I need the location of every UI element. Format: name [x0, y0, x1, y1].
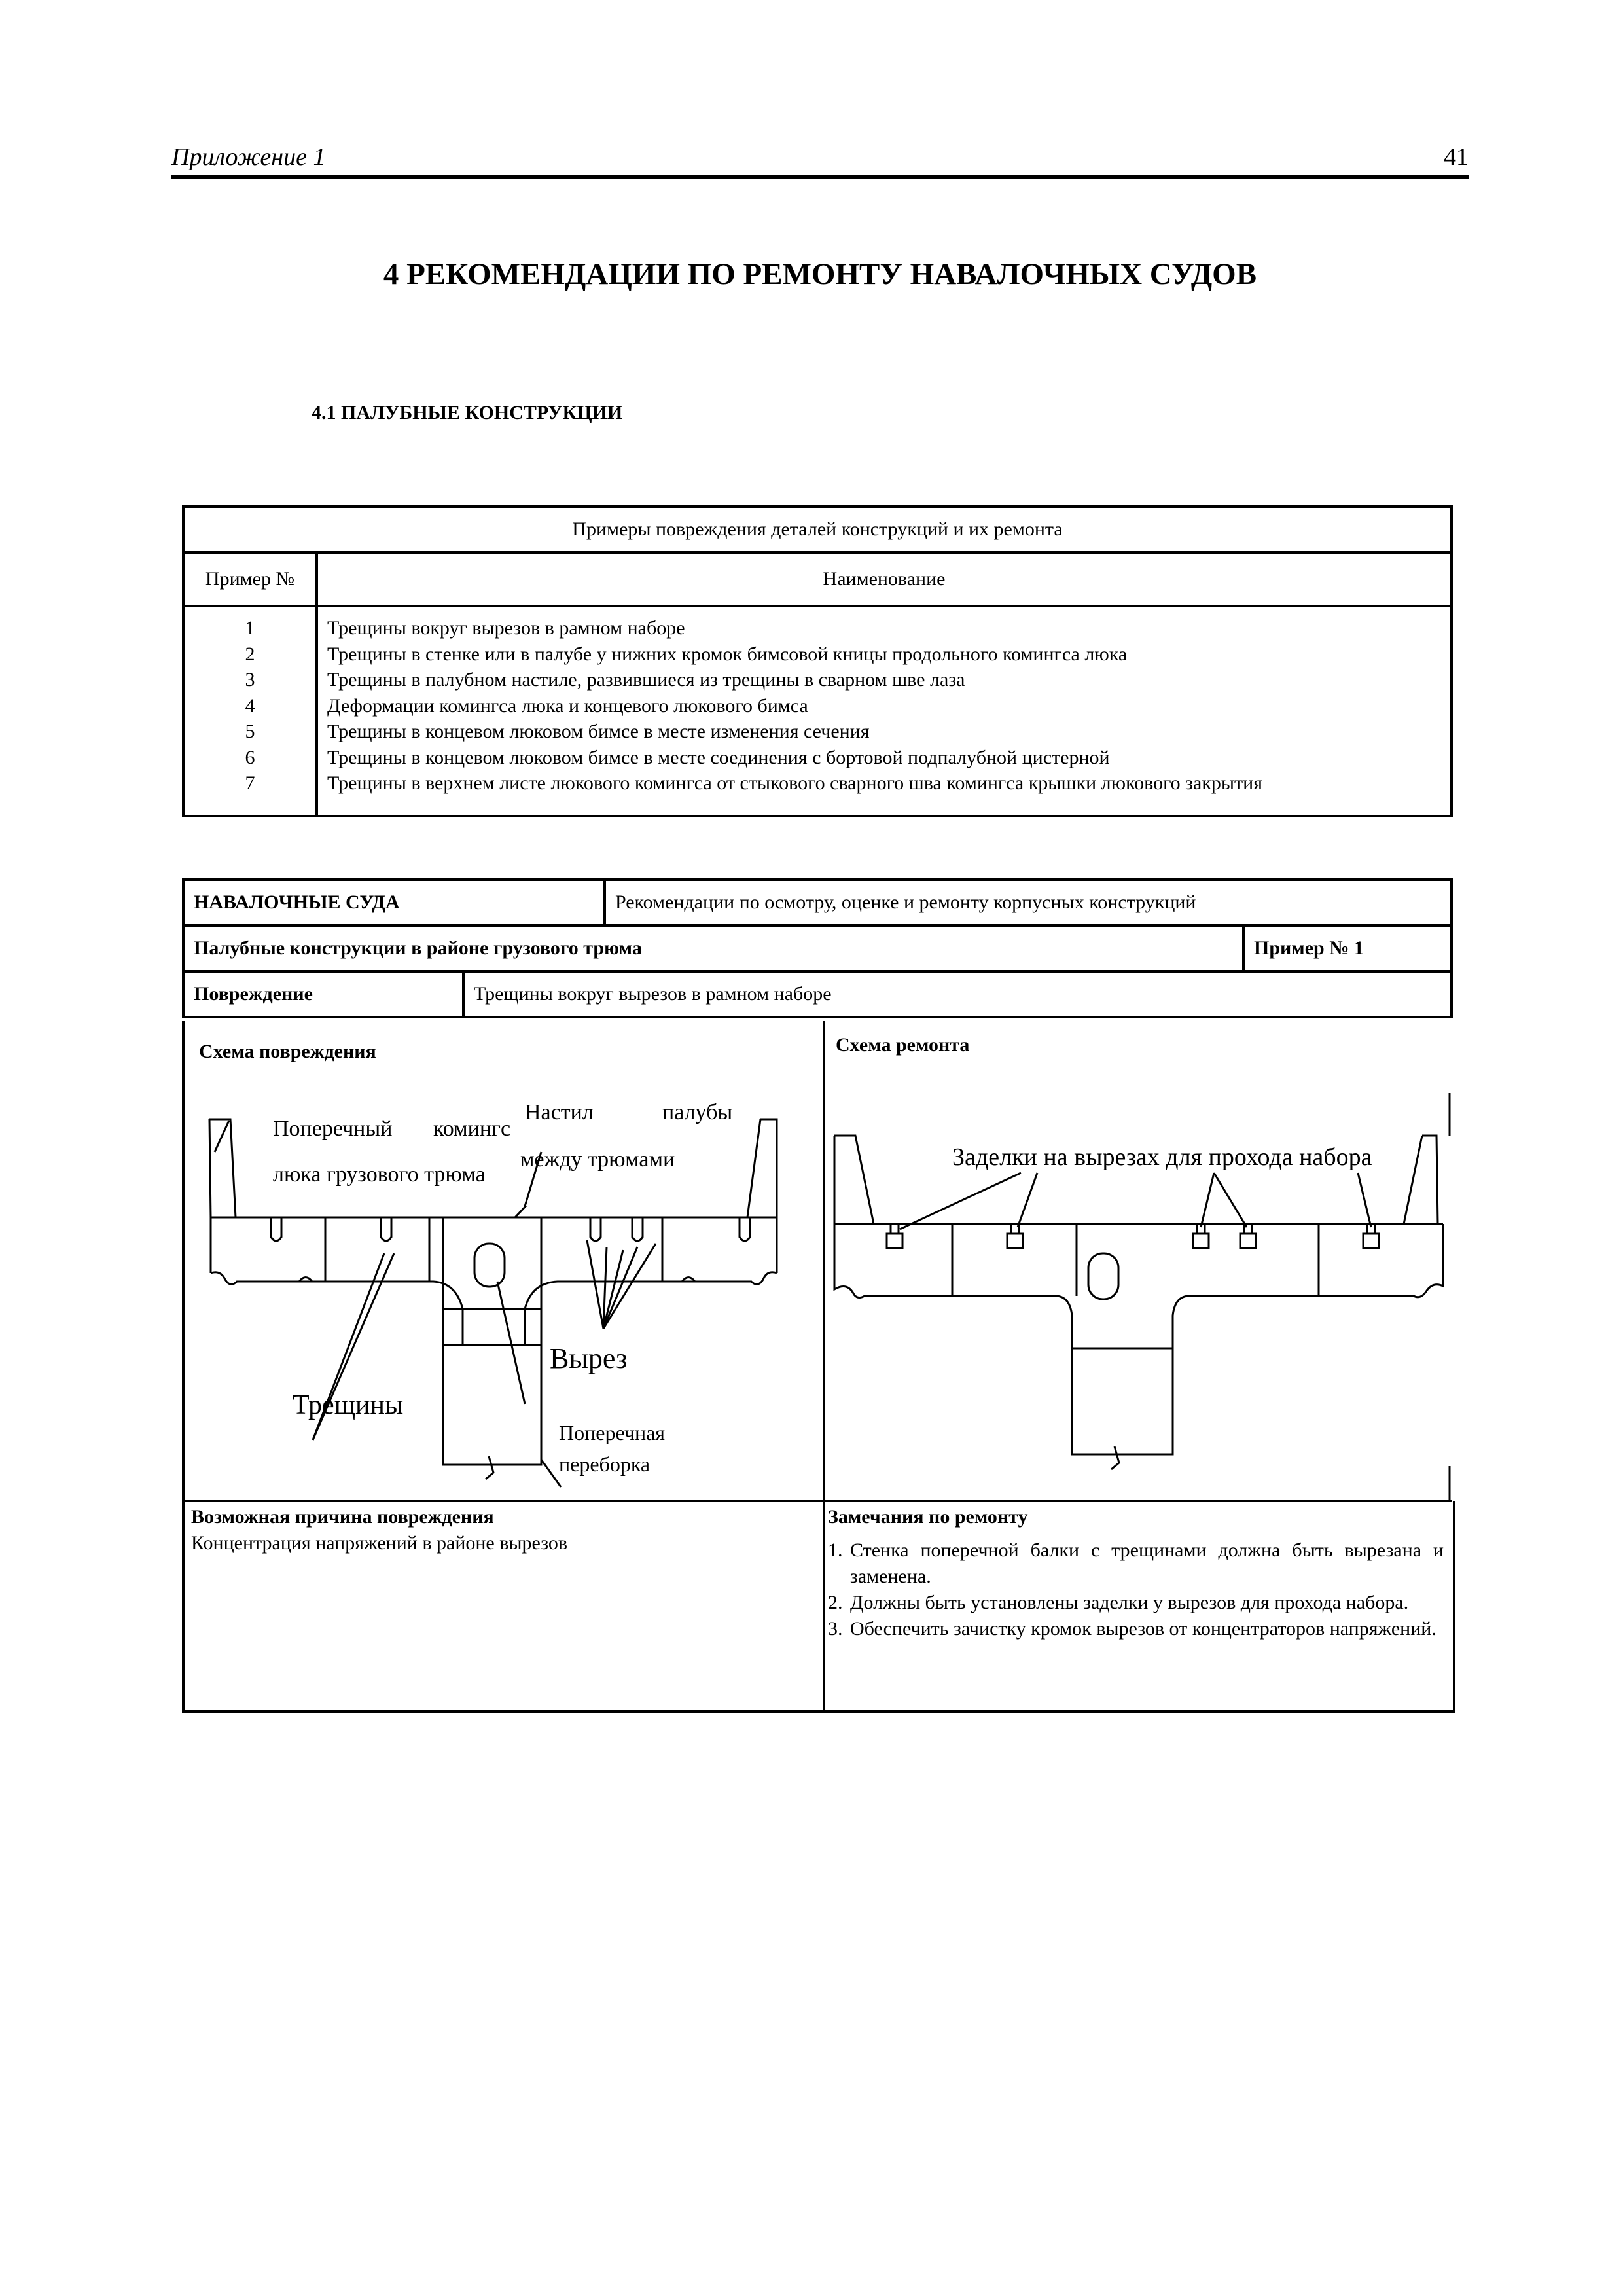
label-coaming-2: комингс: [433, 1117, 511, 1141]
damage-label-cell: Повреждение: [183, 971, 463, 1017]
repair-scheme-drawing: [821, 1021, 1452, 1500]
ship-type-cell: НАВАЛОЧНЫЕ СУДА: [183, 880, 605, 925]
example-number: 6: [245, 746, 255, 768]
notes-panel: [821, 1501, 1455, 1713]
example-name: Трещины в стенке или в палубе у нижних кромок бимсовой кницы продольного комингса люка: [327, 643, 1128, 665]
damage-scheme-title: Схема повреждения: [199, 1041, 376, 1062]
example-number: 2: [245, 643, 255, 665]
damage-scheme-panel: [182, 1021, 825, 1502]
example-number: 5: [245, 721, 255, 742]
column-header-example: Пример №: [183, 552, 317, 606]
example-name: Трещины в концевом люковом бимсе в месте соединения с бортовой подпалубной цистерной: [327, 746, 1110, 768]
label-cracks: Трещины: [293, 1390, 404, 1420]
label-deck-1: Настил: [525, 1100, 594, 1124]
column-header-name: Наименование: [317, 552, 1452, 606]
example-name: Деформации комингса люка и концевого люкового бимса: [327, 694, 808, 717]
header-rule: [171, 175, 1469, 179]
list-item: [828, 1537, 1444, 1590]
note-text: Должны быть установлены заделки у вырезов для прохода набора.: [850, 1592, 1409, 1613]
example-name: Трещины в палубном настиле, развившиеся из трещины в сварном шве лаза: [327, 669, 965, 691]
example-number: 1: [245, 617, 255, 639]
example-name: Трещины в верхнем листе люкового комингса от стыкового сварного шва комингса крышки люкового закрытия: [327, 772, 1262, 794]
label-bulkhead-2: переборка: [559, 1452, 651, 1476]
note-number: 3.: [828, 1618, 843, 1640]
label-repair-inserts: Заделки на вырезах для прохода набора: [952, 1143, 1372, 1171]
label-bulkhead-1: Поперечная: [559, 1421, 665, 1444]
recommendations-cell: Рекомендации по осмотру, оценке и ремонту корпусных конструкций: [605, 880, 1452, 925]
label-coaming-3: люка грузового трюма: [273, 1162, 486, 1187]
list-item: [828, 1616, 1444, 1642]
repair-notes-list: [828, 1537, 1444, 1642]
examples-table-caption: Примеры повреждения деталей конструкций и их ремонта: [183, 507, 1452, 552]
damage-scheme-drawing: [185, 1021, 823, 1500]
notes-title: Замечания по ремонту: [828, 1506, 1028, 1528]
example-name: Трещины в концевом люковом бимсе в месте изменения сечения: [327, 721, 870, 742]
example-numbers-cell: [183, 606, 317, 816]
example-name: Трещины вокруг вырезов в рамном наборе: [327, 617, 685, 639]
page-number: 41: [1444, 143, 1469, 171]
damage-value-cell: Трещины вокруг вырезов в рамном наборе: [463, 971, 1452, 1017]
example-number-cell: Пример № 1: [1243, 925, 1452, 971]
note-text: Стенка поперечной балки с трещинами должна быть вырезана и заменена.: [850, 1539, 1444, 1587]
label-deck-2: палубы: [662, 1100, 733, 1124]
note-number: 2.: [828, 1592, 843, 1613]
cause-text: Концентрация напряжений в районе вырезов: [191, 1532, 568, 1554]
example-number: 3: [245, 669, 255, 691]
repair-scheme-panel: [821, 1021, 1452, 1502]
area-cell: Палубные конструкции в районе грузового трюма: [183, 925, 1243, 971]
repair-scheme-title: Схема ремонта: [836, 1034, 970, 1056]
cause-title: Возможная причина повреждения: [191, 1506, 494, 1528]
cause-panel: [182, 1501, 825, 1713]
table-body-row: [183, 606, 1452, 816]
example-number: 4: [245, 694, 255, 717]
running-header-left: Приложение 1: [171, 143, 326, 171]
subsection-title: 4.1 ПАЛУБНЫЕ КОНСТРУКЦИИ: [312, 402, 623, 423]
label-deck-3: между трюмами: [520, 1147, 675, 1172]
example-names-cell: [317, 606, 1452, 816]
example-number: 7: [245, 772, 255, 794]
examples-table: [182, 505, 1453, 817]
example-card-header: [182, 878, 1453, 1018]
note-number: 1.: [828, 1539, 843, 1561]
list-item: [828, 1590, 1444, 1616]
section-title: 4 РЕКОМЕНДАЦИИ ПО РЕМОНТУ НАВАЛОЧНЫХ СУДОВ: [383, 257, 1257, 291]
note-text: Обеспечить зачистку кромок вырезов от концентраторов напряжений.: [850, 1618, 1436, 1640]
label-cutout: Вырез: [550, 1342, 628, 1374]
label-coaming-1: Поперечный: [273, 1117, 393, 1141]
